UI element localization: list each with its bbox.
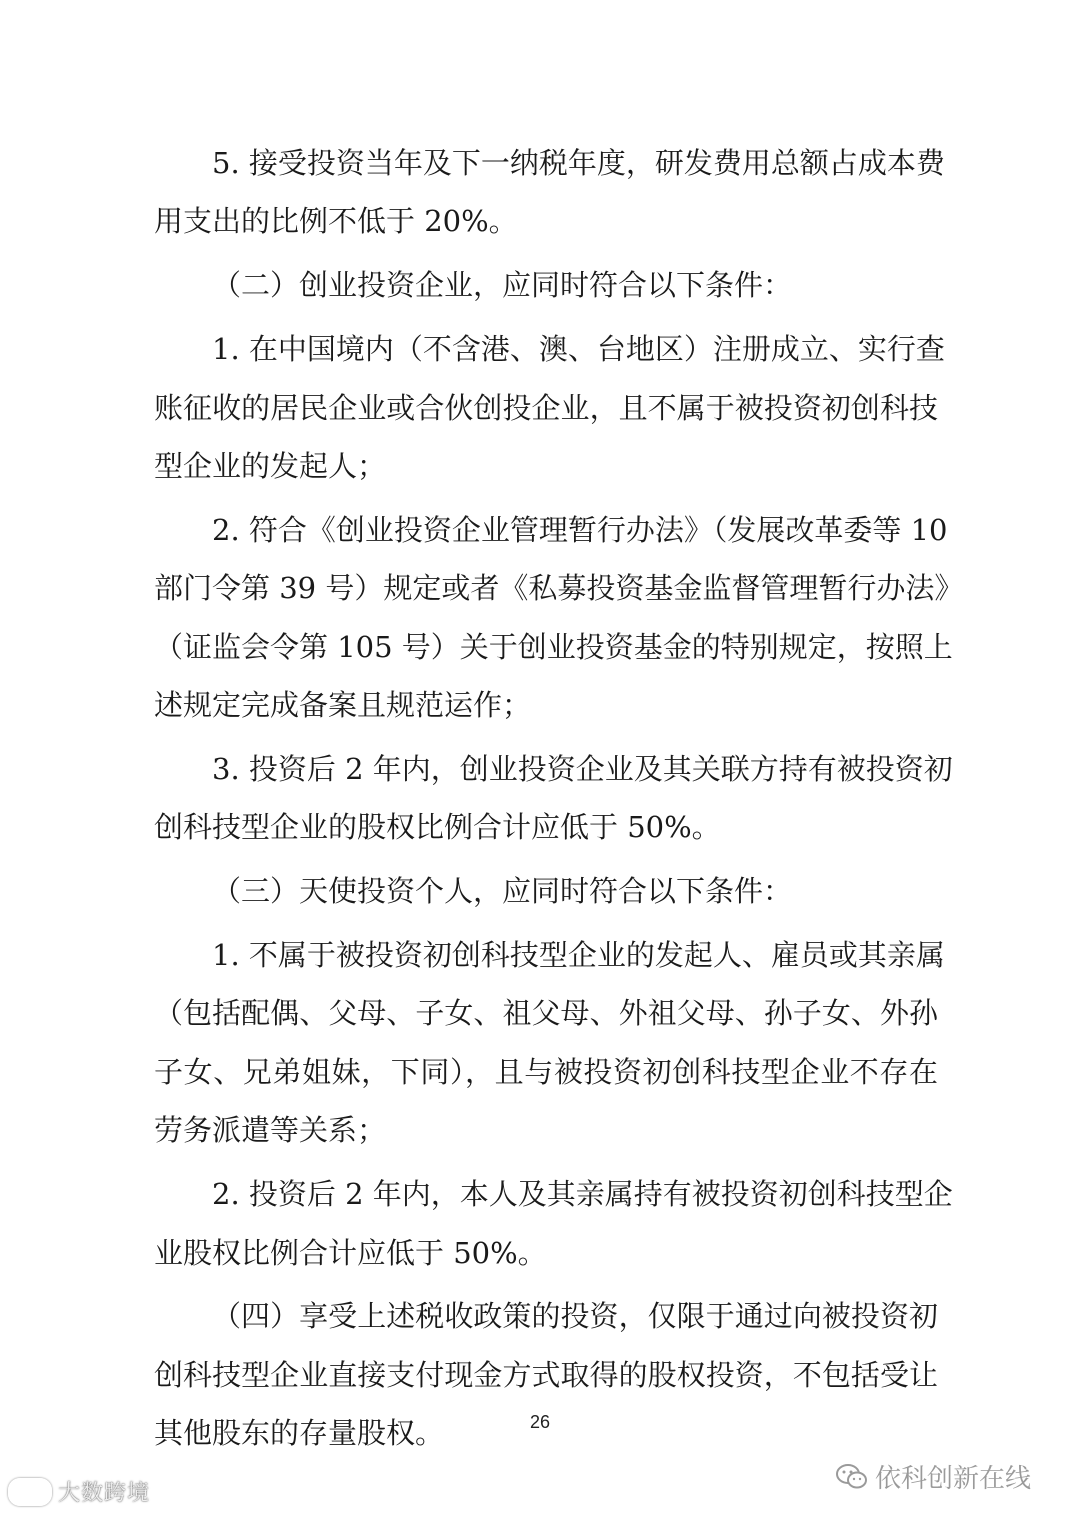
paragraph bbox=[154, 862, 938, 920]
document-body bbox=[154, 134, 964, 1463]
text-line: 账征收的居民企业或合伙创投企业，且不属于被投资初创科技 bbox=[154, 390, 938, 425]
paragraph bbox=[154, 134, 945, 251]
text-line: 2. 符合《创业投资企业管理暂行办法》（发展改革委等 10 bbox=[212, 512, 948, 547]
watermark-text: 依科创新在线 bbox=[875, 1464, 1032, 1494]
text-line: 部门令第 39 号）规定或者《私募投资基金监督管理暂行办法》 bbox=[154, 571, 964, 606]
text-line: 业股权比例合计应低于 50%。 bbox=[154, 1235, 547, 1270]
section-heading: （二）创业投资企业，应同时符合以下条件： bbox=[212, 268, 793, 303]
text-line: 述规定完成备案且规范运作； bbox=[154, 688, 532, 723]
text-line: （四）享受上述税收政策的投资，仅限于通过向被投资初 bbox=[212, 1299, 938, 1334]
paragraph bbox=[154, 256, 938, 314]
wechat-icon bbox=[835, 1463, 869, 1491]
paragraph bbox=[154, 501, 964, 735]
text-line: 其他股东的存量股权。 bbox=[154, 1416, 445, 1451]
brand-logo-icon bbox=[8, 1478, 52, 1506]
brand-watermark bbox=[8, 1476, 150, 1507]
paragraph bbox=[154, 320, 945, 495]
paragraph bbox=[154, 1165, 953, 1282]
text-line: （证监会令第 105 号）关于创业投资基金的特别规定，按照上 bbox=[154, 629, 953, 664]
text-line: 创科技型企业的股权比例合计应低于 50%。 bbox=[154, 810, 721, 845]
section-heading: （三）天使投资个人，应同时符合以下条件： bbox=[212, 874, 793, 909]
text-line: 创科技型企业直接支付现金方式取得的股权投资，不包括受让 bbox=[154, 1357, 938, 1392]
page-number: 26 bbox=[529, 1412, 551, 1432]
text-line: 用支出的比例不低于 20%。 bbox=[154, 204, 518, 239]
text-line: 3. 投资后 2 年内，创业投资企业及其关联方持有被投资初 bbox=[212, 751, 953, 786]
text-line: 2. 投资后 2 年内，本人及其亲属持有被投资初创科技型企 bbox=[212, 1177, 953, 1212]
text-line: （包括配偶、父母、子女、祖父母、外祖父母、孙子女、外孙 bbox=[154, 996, 938, 1031]
paragraph bbox=[154, 740, 953, 857]
text-line: 子女、兄弟姐妹，下同），且与被投资初创科技型企业不存在 bbox=[154, 1054, 938, 1089]
watermark-text: 大数跨境 bbox=[58, 1481, 151, 1506]
text-line: 劳务派遣等关系； bbox=[154, 1113, 387, 1148]
text-line: 5. 接受投资当年及下一纳税年度，研发费用总额占成本费 bbox=[212, 146, 945, 180]
text-line: 1. 在中国境内（不含港、澳、台地区）注册成立、实行查 bbox=[212, 332, 945, 367]
wechat-watermark bbox=[835, 1458, 1031, 1495]
paragraph bbox=[154, 926, 945, 1160]
text-line: 型企业的发起人； bbox=[154, 448, 387, 483]
paragraph bbox=[154, 1287, 938, 1462]
text-line: 1. 不属于被投资初创科技型企业的发起人、雇员或其亲属 bbox=[212, 938, 945, 973]
